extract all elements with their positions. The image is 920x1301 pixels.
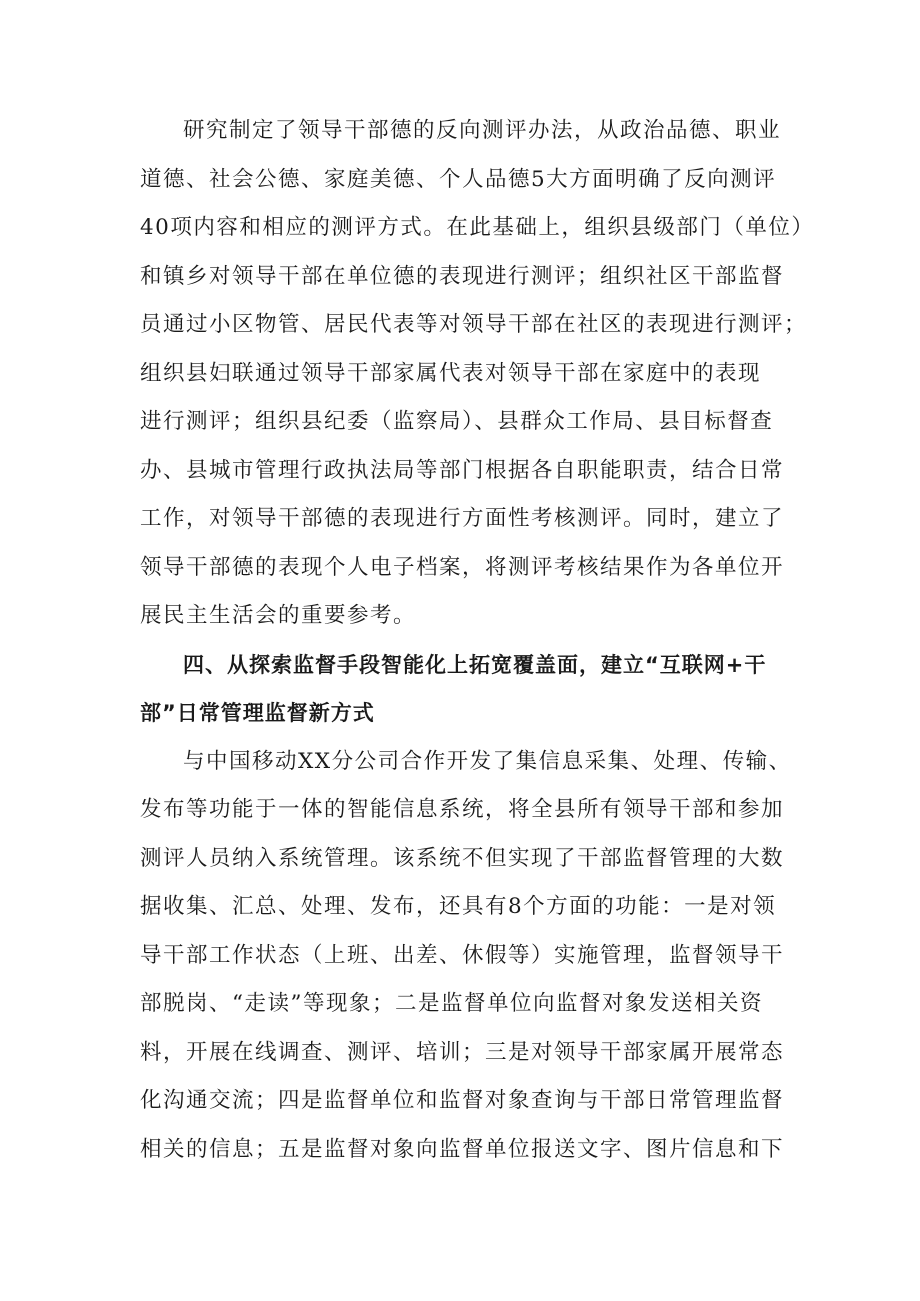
paragraph-line: 道德、社会公德、家庭美德、个人品德5大方面明确了反向测评 (140, 166, 777, 192)
paragraph-line: 展民主生活会的重要参考。 (140, 603, 417, 628)
paragraph-line: 部脱岗、“走读”等现象；二是监督单位向监督对象发送相关资 (140, 991, 763, 1016)
paragraph-line: 工作，对领导干部德的表现进行方面性考核测评。同时，建立了 (140, 506, 785, 531)
paragraph-line: 进行测评；组织县纪委（监察局）、县群众工作局、县目标督查 (140, 409, 774, 434)
paragraph-line: 40项内容和相应的测评方式。在此基础上，组织县级部门（单位） (140, 215, 815, 240)
paragraph-line: 和镇乡对领导干部在单位德的表现进行测评；组织社区干部监督 (140, 263, 785, 289)
paragraph-line: 化沟通交流；四是监督单位和监督对象查询与干部日常管理监督 (140, 1088, 785, 1113)
paragraph-line: 与中国移动XX分公司合作开发了集信息采集、处理、传输、 (183, 748, 792, 774)
paragraph-2 (140, 738, 790, 1175)
paragraph-line: 据收集、汇总、处理、发布，还具有8个方面的功能：一是对领 (140, 894, 777, 919)
heading-line: 四、从探索监督手段智能化上拓宽覆盖面，建立“互联网+干 (183, 652, 767, 677)
paragraph-line: 料，开展在线调查、测评、培训；三是对领导干部家属开展常态 (140, 1039, 785, 1065)
document-page (140, 107, 815, 1174)
paragraph-line: 研究制定了领导干部德的反向测评办法，从政治品德、职业 (183, 118, 782, 143)
paragraph-line: 测评人员纳入系统管理。该系统不但实现了干部监督管理的大数 (140, 845, 785, 871)
paragraph-line: 导干部工作状态（上班、出差、休假等）实施管理，监督领导干 (140, 942, 785, 968)
paragraph-line: 相关的信息；五是监督对象向监督单位报送文字、图片信息和下 (140, 1136, 785, 1162)
heading-line: 部”日常管理监督新方式 (140, 701, 375, 725)
paragraph-line: 发布等功能于一体的智能信息系统，将全县所有领导干部和参加 (140, 797, 785, 822)
paragraph-line: 办、县城市管理行政执法局等部门根据各自职能职责，结合日常 (140, 457, 785, 483)
paragraph-1 (140, 107, 815, 641)
paragraph-line: 组织县妇联通过领导干部家属代表对领导干部在家庭中的表现 (140, 360, 762, 386)
paragraph-line: 员通过小区物管、居民代表等对领导干部在社区的表现进行测评； (140, 312, 808, 337)
section-heading (140, 641, 790, 738)
paragraph-line: 领导干部德的表现个人电子档案，将测评考核结果作为各单位开 (140, 554, 785, 580)
